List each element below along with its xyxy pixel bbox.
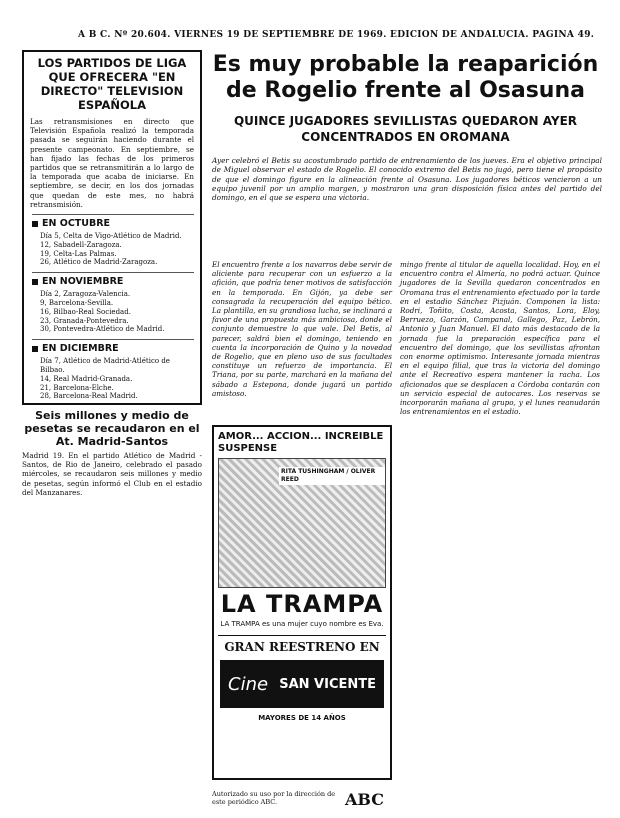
tv-heading: LOS PARTIDOS DE LIGA QUE OFRECERA "EN DIRECTO" TELEVISION ESPAÑOLA [37, 56, 187, 112]
ad-tagline-top: AMOR... ACCION... INCREIBLE SUSPENSE [218, 431, 384, 454]
fixture-item: 12, Sabadell-Zaragoza. [40, 240, 122, 249]
fixture-item: Día 5, Celta de Vigo-Atlético de Madrid. [40, 232, 182, 241]
month-heading [32, 272, 194, 287]
ad-cast: RITA TUSHINGHAM / OLIVER REED [279, 467, 385, 485]
article-headline: Es muy probable la reaparición de Rogelio frente al Osasuna [212, 52, 599, 103]
abc-logo: ABC [345, 790, 384, 809]
article-column-2: El encuentro frente a los navarros debe servir de aliciente para recuperar con un esfuerzo a la afición, que podría tener motivos de satisfacción en la temporada. En Gijón, ya debe ser consagrada la recuperación del equipo bético. La plantilla, en su grandiosa lucha, se inclinará a favor de una propuesta más ambiciosa, donde el conjunto demuestre lo que vale. Del Betis, al parecer, saldrá bien el domingo, teniendo en cuenta la incorporación de Quino y la novedad de Rogelio, que en pleno uso de sus facultades constituye un refuerzo de importancia. El Triana, por su parte, marchará en la mañana del sábado a Estepona, donde jugará un partido amistoso. [212, 260, 392, 398]
bullet-square-icon [32, 346, 38, 352]
bullet-square-icon [32, 221, 38, 227]
month-list [30, 214, 194, 405]
fixture-item: Día 2, Zaragoza-Valencia. [40, 290, 131, 299]
ad-cinema-logo [220, 660, 384, 708]
fixture-item: 23, Granada-Pontevedra. [40, 316, 129, 325]
ad-illustration [218, 458, 386, 588]
month-heading [32, 339, 194, 354]
fixture-item: 28, Barcelona-Real Madrid. [40, 392, 138, 401]
month-name: EN DICIEMBRE [42, 343, 119, 355]
month-heading [32, 214, 194, 229]
ad-title: LA TRAMPA [220, 590, 384, 618]
ad-footer: Autorizado su uso por la dirección de este periódico ABC. [212, 790, 336, 806]
article-lead: Ayer celebró el Betis su acostumbrado partido de entrenamiento de los jueves. Era el objetivo principal de Miguel observar el estado de Rogelio. El conocido extremo del Betis no jugó, pero tiene el propósito de que el domingo figure en la alineación frente al Osasuna. Los jugadores béticos vencieron a un equipo juvenil por un amplio margen, y mostraron una gran disposición física antes del partido del domingo, en el que se espera una victoria. [212, 156, 602, 203]
month-name: EN NOVIEMBRE [42, 276, 124, 288]
fixture-item: 9, Barcelona-Sevilla. [40, 299, 114, 308]
santos-heading: Seis millones y medio de pesetas se recaudaron en el At. Madrid-Santos [24, 409, 200, 448]
fixture-item: 30, Pontevedra-Atlético de Madrid. [40, 325, 165, 334]
article-subhead: QUINCE JUGADORES SEVILLISTAS QUEDARON AYER CONCENTRADOS EN OROMANA [233, 114, 578, 144]
fixture-item: Día 7, Atlético de Madrid-Atlético de Bilbao. [40, 357, 170, 374]
fixture-item: 19, Celta-Las Palmas. [40, 249, 117, 258]
tv-intro: Las retransmisiones en directo que Televisión Española realizó la temporada pasada se seguirán haciendo durante el presente campeonato. En septiembre, se han fijado las fechas de los primeros partidos que se retransmitirán a lo largo de la temporada que acaba de iniciarse. En septiembre, se decir, en los dos jornadas que quedan de este mes, no habrá retransmisión. [30, 117, 194, 209]
fixture-item: 26, Atlético de Madrid-Zaragoza. [40, 258, 158, 267]
bullet-square-icon [32, 279, 38, 285]
tv-schedule-box [22, 50, 202, 405]
article-column-3: mingo frente al titular de aquella localidad. Hoy, en el encuentro contra el Almería, no podrá actuar. Quince jugadores de la Sevilla quedaron concentrados en Oromana tras el entrenamiento efectuado por la tarde en el estadio Sánchez Pizjuán. Componen la lista: Rodri, Toñito, Costa, Acosta, Santos, Lora, Eloy, Berruezo, Garzón, Campanal, Gallego, Paz, Lebrón, Antonio y Juan Manuel. El dato más destacado de la jornada fue la preparación específica para el encuentro del domingo, que los sevillistas afrontan con enorme optimismo. Interesante jornada mientras en el equipo filial, que tras la victoria del domingo ante el Recreativo espera mantener la racha. Los aficionados que se desplacen a Córdoba contarán con un servicio especial de autocares. Los reservas se incorporarán mañana al grupo, y el lunes reanudarán los entrenamientos en el estadio. [400, 260, 600, 417]
fixture-item: 21, Barcelona-Elche. [40, 383, 114, 392]
masthead: A B C. Nº 20.604. VIERNES 19 DE SEPTIEMBRE DE 1969. EDICION DE ANDALUCIA. PAGINA 49. [78, 30, 595, 40]
ad-reestreno: GRAN REESTRENO EN [218, 635, 386, 654]
fixture-item: 14, Real Madrid-Granada. [40, 374, 133, 383]
film-advertisement [212, 425, 392, 780]
ad-cine-name: SAN VICENTE [279, 676, 376, 692]
ad-cine-word: Cine [228, 673, 269, 695]
ad-age-rating: MAYORES DE 14 AÑOS [258, 714, 346, 722]
santos-text: Madrid 19. En el partido Atlético de Madrid - Santos, de Rio de Janeiro, celebrado el pasado miércoles, se recaudaron seis millones y medio de pesetas, según informó el Club en el estadio del Manzanares. [22, 451, 202, 497]
left-column [22, 50, 202, 497]
ad-tagline: LA TRAMPA es una mujer cuyo nombre es Eva. [220, 620, 384, 628]
month-name: EN OCTUBRE [42, 218, 111, 230]
fixture-item: 16, Bilbao-Real Sociedad. [40, 307, 131, 316]
